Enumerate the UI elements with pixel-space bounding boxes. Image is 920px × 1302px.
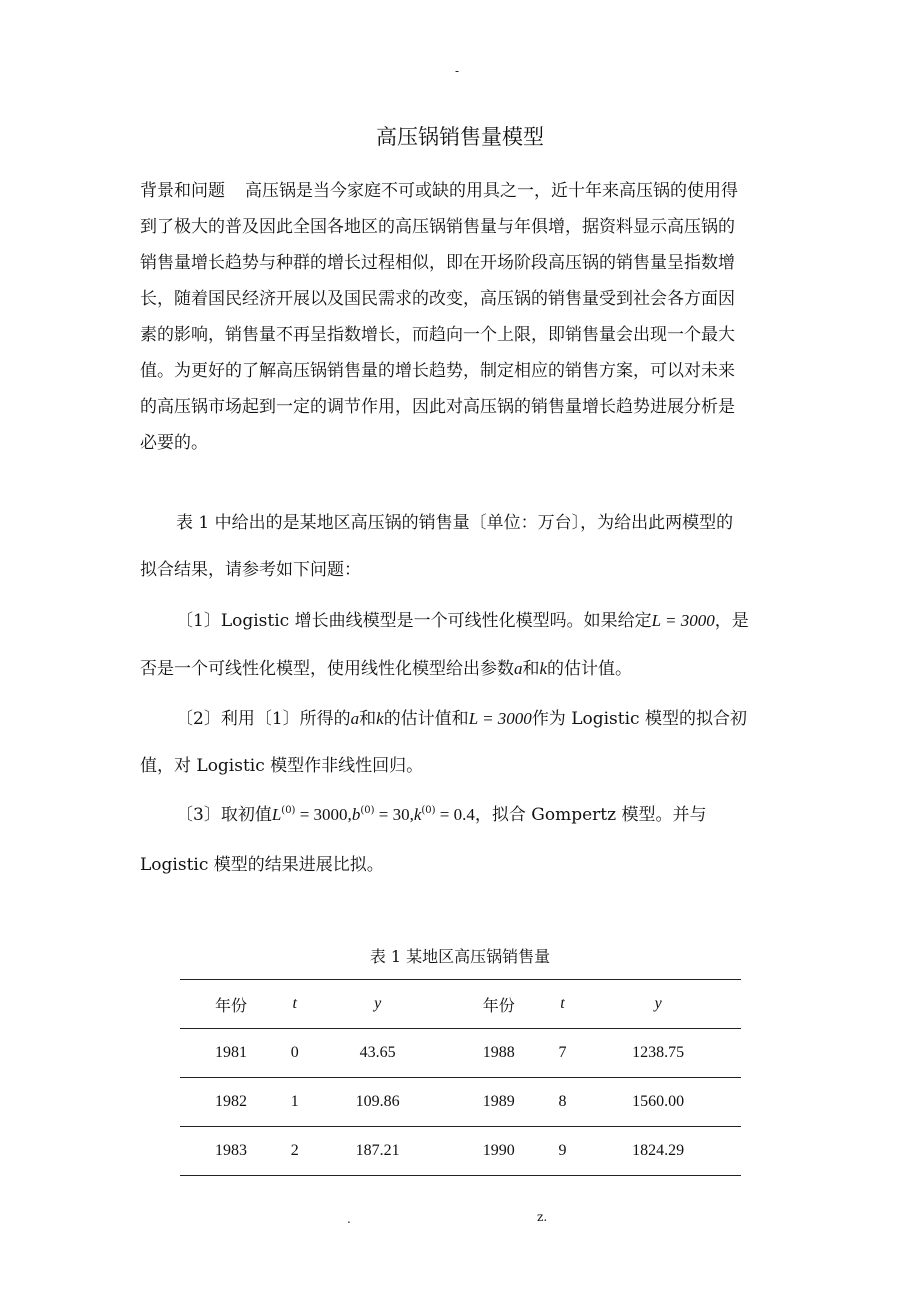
table-cell: 7 (550, 1029, 575, 1078)
background-line-5: 素的影响，销售量不再呈指数增长，而趋向一个上限，即销售量会出现一个最大 (140, 325, 735, 345)
footer-right-mark: z. (537, 1210, 548, 1224)
table-cell: 1238.75 (575, 1029, 741, 1078)
table-cell: 109.86 (308, 1078, 448, 1127)
table-cell: 1990 (448, 1127, 550, 1176)
table-cell: 187.21 (308, 1127, 448, 1176)
background-line-1: 背景和问题 高压锅是当今家庭不可或缺的用具之一，近十年来高压锅的使用得 (140, 181, 738, 201)
background-line-4: 长，随着国民经济开展以及国民需求的改变，高压锅的销售量受到社会各方面因 (140, 289, 735, 309)
table-row (180, 1127, 741, 1176)
intro-line-1: 表 1 中给出的是某地区高压锅的销售量〔单位：万台〕，为给出此两模型的 (176, 513, 734, 533)
table-row (180, 1029, 741, 1078)
sales-table (180, 979, 741, 1176)
table-cell: 8 (550, 1078, 575, 1127)
table-cell: 1 (282, 1078, 307, 1127)
table-caption: 表 1 某地区高压锅销售量 (369, 947, 551, 966)
question-3-line-2: Logistic 模型的结果进展比拟。 (140, 855, 384, 875)
background-line-7: 的高压锅市场起到一定的调节作用，因此对高压锅的销售量增长趋势进展分析是 (140, 397, 735, 417)
table-cell: 1981 (180, 1029, 282, 1078)
background-line-3: 销售量增长趋势与种群的增长过程相似，即在开场阶段高压锅的销售量呈指数增 (140, 253, 735, 273)
page-title: 高压锅销售量模型 (376, 125, 544, 149)
header-year-1: 年份 (180, 980, 282, 1029)
question-2-line-2: 值，对 Logistic 模型作非线性回归。 (140, 756, 424, 776)
equation-L-3000: L = 3000 (651, 611, 715, 630)
equation-L-3000-2: L = 3000 (468, 709, 532, 728)
footer-left-mark: . (347, 1212, 351, 1226)
table-row (180, 1078, 741, 1127)
header-y-2: y (575, 980, 741, 1029)
question-2-line-1: 〔2〕利用〔1〕所得的a和k的估计值和L = 3000作为 Logistic 模型的拟合初 (176, 709, 747, 729)
table-cell: 43.65 (308, 1029, 448, 1078)
question-3-line-1: 〔3〕取初值$L^{(0)} = 3000,b^{(0)} = 30,k^{(0)} = 0.4$，拟合 Gompertz 模型。并与 (176, 805, 707, 825)
table-cell: 2 (282, 1127, 307, 1176)
header-year-2: 年份 (448, 980, 550, 1029)
table-cell: 1989 (448, 1078, 550, 1127)
table-header-row (180, 980, 741, 1029)
header-t-2: t (550, 980, 575, 1029)
background-line-2: 到了极大的普及因此全国各地区的高压锅销售量与年俱增，据资料显示高压锅的 (140, 217, 735, 237)
background-line-8: 必要的。 (140, 433, 208, 453)
header-mark: - (455, 64, 460, 78)
table-cell: 1982 (180, 1078, 282, 1127)
question-1-line-1: 〔1〕Logistic 增长曲线模型是一个可线性化模型吗。如果给定L = 3000，是 (176, 611, 749, 631)
table-cell: 0 (282, 1029, 307, 1078)
background-line-6: 值。为更好的了解高压锅销售量的增长趋势，制定相应的销售方案，可以对未来 (140, 361, 735, 381)
table-cell: 1824.29 (575, 1127, 741, 1176)
header-t-1: t (282, 980, 307, 1029)
table-cell: 1988 (448, 1029, 550, 1078)
question-1-line-2: 否是一个可线性化模型，使用线性化模型给出参数a和k的估计值。 (140, 659, 633, 679)
header-y-1: y (308, 980, 448, 1029)
table-cell: 1560.00 (575, 1078, 741, 1127)
background-label: 背景和问题 (140, 181, 225, 201)
table-cell: 1983 (180, 1127, 282, 1176)
table-cell: 9 (550, 1127, 575, 1176)
intro-line-2: 拟合结果，请参考如下问题： (140, 560, 361, 580)
